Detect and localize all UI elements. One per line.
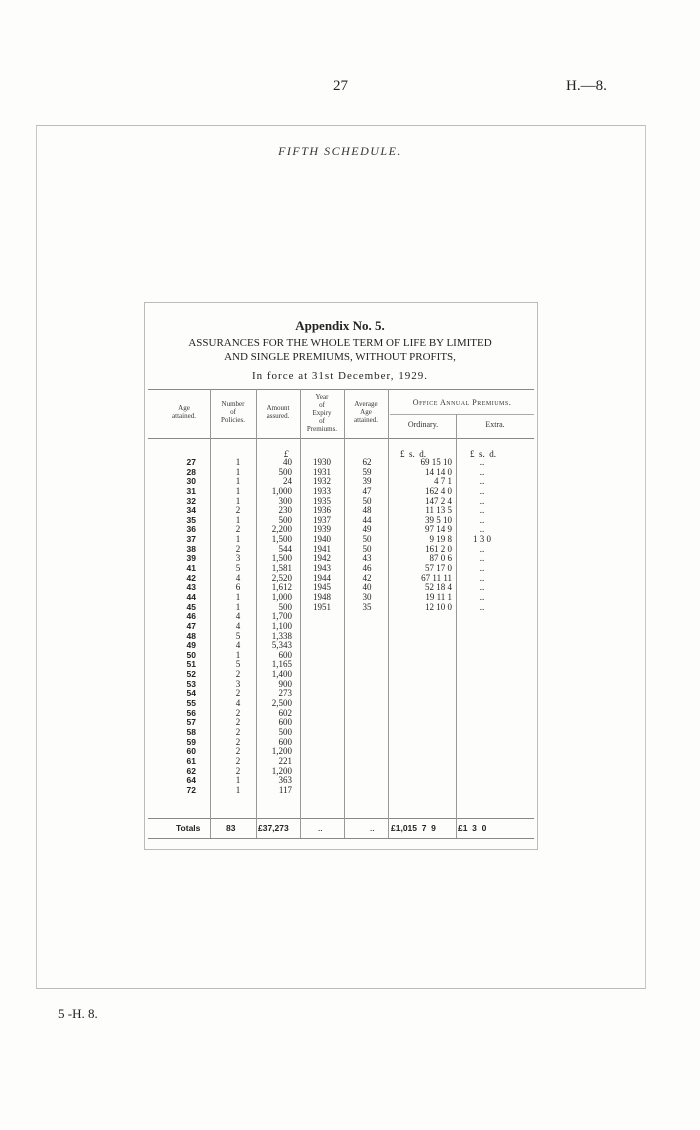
amount-cell: 363 — [278, 775, 292, 786]
average-age-cell: 59 — [362, 466, 372, 477]
policies-column — [228, 458, 248, 795]
header-top-rule — [148, 389, 534, 390]
average-age-cell: 46 — [362, 563, 372, 574]
age-cell: 62 — [186, 765, 196, 776]
extra-premium-cell: .. — [479, 476, 485, 487]
year-cell: 1939 — [313, 524, 331, 535]
ordinary-premium-cell: 97 14 9 — [425, 524, 452, 535]
age-cell: 56 — [186, 707, 196, 718]
amount-cell: 900 — [278, 678, 292, 689]
amount-cell: 1,338 — [271, 630, 292, 641]
extra-premium-cell: .. — [479, 591, 485, 602]
totals-policies: 83 — [226, 823, 236, 833]
amount-cell: 2,500 — [271, 698, 292, 709]
extra-premium-cell: .. — [479, 543, 485, 554]
amount-cell: 1,400 — [271, 669, 292, 680]
average-age-cell: 44 — [362, 514, 372, 525]
extra-premium-cell: .. — [479, 485, 485, 496]
average-age-cell: 39 — [362, 476, 372, 487]
ordinary-premium-cell: 4 7 1 — [434, 476, 452, 487]
header-year: Year of Expiry of Premiums. — [306, 393, 338, 433]
age-cell: 44 — [186, 591, 196, 602]
age-cell: 47 — [186, 620, 196, 631]
ordinary-unit: £ s. d. — [400, 449, 427, 459]
year-cell: 1944 — [313, 572, 331, 583]
age-cell: 50 — [186, 649, 196, 660]
average-age-cell: 43 — [362, 553, 372, 564]
amount-cell: 1,000 — [271, 591, 292, 602]
policies-cell: 1 — [235, 466, 241, 477]
age-cell: 45 — [186, 601, 196, 612]
appendix-heading — [144, 336, 536, 364]
policies-cell: 3 — [235, 678, 241, 689]
amount-unit: £ — [284, 449, 289, 459]
extra-premium-cell: .. — [479, 572, 485, 583]
age-cell: 49 — [186, 640, 196, 651]
year-cell: 1943 — [313, 563, 331, 574]
age-cell: 52 — [186, 669, 196, 680]
policies-cell: 1 — [235, 775, 241, 786]
header-policies: Number of Policies. — [221, 400, 245, 424]
average-age-column — [356, 458, 378, 612]
policies-cell: 6 — [235, 582, 241, 593]
col-divider-4 — [344, 389, 345, 838]
average-age-cell: 49 — [362, 524, 372, 535]
policies-cell: 4 — [235, 611, 241, 622]
age-cell: 57 — [186, 717, 196, 728]
year-cell: 1933 — [313, 485, 331, 496]
footer-code: 5 -H. 8. — [58, 1006, 98, 1021]
ordinary-premium-cell: 67 11 11 — [421, 572, 452, 583]
ordinary-premium-cell: 39 5 10 — [425, 514, 452, 525]
ordinary-premium-cell: 87 0 6 — [429, 553, 452, 564]
policies-cell: 1 — [235, 784, 241, 795]
age-column — [168, 458, 196, 795]
age-cell: 53 — [186, 678, 196, 689]
average-age-cell: 47 — [362, 485, 372, 496]
year-cell: 1941 — [313, 543, 331, 554]
year-cell: 1951 — [313, 601, 331, 612]
age-cell: 35 — [186, 514, 196, 525]
page-code: H.—8. — [566, 78, 607, 94]
schedule-title: FIFTH SCHEDULE. — [278, 144, 402, 158]
ordinary-premium-cell: 14 14 0 — [425, 466, 452, 477]
policies-cell: 1 — [235, 591, 241, 602]
extra-premium-cell: .. — [479, 505, 485, 516]
amount-cell: 2,520 — [271, 572, 292, 583]
ordinary-premium-cell: 9 19 8 — [429, 534, 452, 545]
amount-cell: 40 — [283, 457, 292, 467]
ordinary-premium-cell: 52 18 4 — [425, 582, 452, 593]
policies-cell: 3 — [235, 553, 241, 564]
appendix-title: Appendix No. 5. — [295, 318, 385, 333]
col-divider-5 — [388, 389, 389, 838]
header-age: Age attained. — [172, 404, 196, 420]
year-column — [306, 458, 338, 612]
ordinary-premium-cell: 162 4 0 — [425, 485, 452, 496]
policies-cell: 4 — [235, 640, 241, 651]
extra-premium-cell: .. — [479, 466, 485, 477]
amount-cell: 1,100 — [271, 620, 292, 631]
header-ordinary: Ordinary. — [407, 420, 439, 429]
age-cell: 72 — [186, 784, 196, 795]
year-cell: 1936 — [313, 505, 331, 516]
amount-cell: 500 — [278, 514, 292, 525]
amount-cell: 600 — [278, 649, 292, 660]
age-cell: 30 — [186, 476, 196, 487]
average-age-cell: 40 — [362, 582, 372, 593]
policies-cell: 2 — [235, 505, 241, 516]
policies-cell: 4 — [235, 620, 241, 631]
col-divider-3 — [300, 389, 301, 838]
premiums-rule — [390, 414, 534, 415]
age-cell: 37 — [186, 534, 196, 545]
policies-cell: 2 — [235, 755, 241, 766]
amount-cell: 1,200 — [271, 765, 292, 776]
policies-cell: 2 — [235, 669, 241, 680]
appendix-subheading: In force at 31st December, 1929. — [251, 370, 429, 382]
age-cell: 32 — [186, 495, 196, 506]
extra-premium-cell: .. — [479, 495, 485, 506]
average-age-cell: 48 — [362, 505, 372, 516]
policies-cell: 5 — [235, 563, 241, 574]
amount-cell: 24 — [283, 476, 292, 487]
extra-premium-cell: .. — [479, 582, 485, 593]
amount-cell: 602 — [278, 707, 292, 718]
age-cell: 41 — [186, 563, 196, 574]
extra-premium-cell: .. — [479, 563, 485, 574]
policies-cell: 1 — [235, 649, 241, 660]
extra-premium-cell: .. — [479, 553, 485, 564]
year-cell: 1932 — [313, 476, 331, 487]
age-cell: 36 — [186, 524, 196, 535]
ordinary-column — [392, 458, 452, 612]
amount-cell: 544 — [278, 543, 292, 554]
policies-cell: 2 — [235, 543, 241, 554]
col-divider-2 — [256, 389, 257, 838]
policies-cell: 1 — [235, 495, 241, 506]
extra-premium-cell: .. — [479, 514, 485, 525]
average-age-cell: 42 — [362, 572, 372, 583]
age-cell: 60 — [186, 746, 196, 757]
policies-cell: 5 — [235, 630, 241, 641]
heading-line-2: AND SINGLE PREMIUMS, WITHOUT PROFITS, — [224, 351, 456, 363]
policies-cell: 2 — [235, 688, 241, 699]
age-cell: 31 — [186, 485, 196, 496]
policies-cell: 5 — [235, 659, 241, 670]
amount-cell: 500 — [278, 466, 292, 477]
age-cell: 39 — [186, 553, 196, 564]
policies-cell: 2 — [235, 746, 241, 757]
col-divider-1 — [210, 389, 211, 838]
age-cell: 28 — [186, 466, 196, 477]
year-cell: 1948 — [313, 591, 331, 602]
header-extra: Extra. — [485, 420, 505, 429]
header-office-premiums: Office Annual Premiums. — [412, 398, 512, 407]
amount-cell: 600 — [278, 717, 292, 728]
year-cell: 1930 — [313, 457, 331, 467]
age-cell: 54 — [186, 688, 196, 699]
age-cell: 58 — [186, 726, 196, 737]
amount-cell: 500 — [278, 601, 292, 612]
age-cell: 55 — [186, 698, 196, 709]
age-cell: 51 — [186, 659, 196, 670]
policies-cell: 2 — [235, 765, 241, 776]
policies-cell: 1 — [235, 514, 241, 525]
amount-cell: 1,500 — [271, 534, 292, 545]
policies-cell: 2 — [235, 717, 241, 728]
amount-cell: 300 — [278, 495, 292, 506]
age-cell: 27 — [186, 457, 196, 467]
amount-cell: 1,000 — [271, 485, 292, 496]
policies-cell: 2 — [235, 707, 241, 718]
ordinary-premium-cell: 57 17 0 — [425, 563, 452, 574]
year-cell: 1931 — [313, 466, 331, 477]
policies-cell: 2 — [235, 736, 241, 747]
average-age-cell: 50 — [362, 534, 372, 545]
policies-cell: 2 — [235, 726, 241, 737]
average-age-cell: 35 — [362, 601, 372, 612]
totals-year: .. — [318, 823, 323, 833]
totals-bottom-rule — [148, 838, 534, 839]
age-cell: 46 — [186, 611, 196, 622]
age-cell: 42 — [186, 572, 196, 583]
totals-average-age: .. — [370, 823, 375, 833]
extra-premium-cell: .. — [479, 601, 485, 612]
col-divider-6 — [456, 414, 457, 838]
year-cell: 1935 — [313, 495, 331, 506]
ordinary-premium-cell: 161 2 0 — [425, 543, 452, 554]
amount-cell: 1,165 — [271, 659, 292, 670]
policies-cell: 1 — [235, 476, 241, 487]
average-age-cell: 50 — [362, 543, 372, 554]
amount-cell: 600 — [278, 736, 292, 747]
age-cell: 64 — [186, 775, 196, 786]
extra-unit: £ s. d. — [470, 449, 497, 459]
header-amount: Amount assured. — [266, 404, 290, 420]
header-bottom-rule — [148, 438, 534, 439]
amount-column — [258, 458, 292, 795]
age-cell: 38 — [186, 543, 196, 554]
ordinary-premium-cell: 147 2 4 — [425, 495, 452, 506]
year-cell: 1945 — [313, 582, 331, 593]
ordinary-premium-cell: 12 10 0 — [425, 601, 452, 612]
amount-cell: 273 — [278, 688, 292, 699]
amount-cell: 221 — [278, 755, 292, 766]
amount-cell: 5,343 — [271, 640, 292, 651]
amount-cell: 230 — [278, 505, 292, 516]
ordinary-premium-cell: 69 15 10 — [420, 457, 452, 467]
policies-cell: 1 — [235, 534, 241, 545]
extra-premium-cell: 1 3 0 — [473, 534, 491, 545]
heading-line-1: ASSURANCES FOR THE WHOLE TERM OF LIFE BY LIMITED — [188, 337, 492, 349]
extra-premium-cell: .. — [479, 524, 485, 535]
average-age-cell: 62 — [362, 457, 372, 467]
ordinary-premium-cell: 19 11 1 — [425, 591, 452, 602]
amount-cell: 1,581 — [271, 563, 292, 574]
amount-cell: 1,700 — [271, 611, 292, 622]
totals-top-rule — [148, 818, 534, 819]
year-cell: 1942 — [313, 553, 331, 564]
year-cell: 1937 — [313, 514, 331, 525]
policies-cell: 1 — [235, 601, 241, 612]
page-number: 27 — [333, 78, 348, 94]
ordinary-premium-cell: 11 13 5 — [425, 505, 452, 516]
policies-cell: 1 — [235, 457, 241, 467]
amount-cell: 1,500 — [271, 553, 292, 564]
totals-amount: £37,273 — [258, 823, 289, 833]
extra-premium-cell: .. — [479, 457, 485, 467]
totals-ordinary: £1,015 7 9 — [391, 823, 436, 833]
policies-cell: 4 — [235, 572, 241, 583]
policies-cell: 4 — [235, 698, 241, 709]
age-cell: 34 — [186, 505, 196, 516]
header-average-age: Average Age attained. — [354, 400, 378, 424]
average-age-cell: 30 — [362, 591, 372, 602]
amount-cell: 2,200 — [271, 524, 292, 535]
amount-cell: 117 — [278, 784, 292, 795]
year-cell: 1940 — [313, 534, 331, 545]
age-cell: 59 — [186, 736, 196, 747]
amount-cell: 1,612 — [271, 582, 292, 593]
age-cell: 61 — [186, 755, 196, 766]
age-cell: 43 — [186, 582, 196, 593]
amount-cell: 500 — [278, 726, 292, 737]
policies-cell: 2 — [235, 524, 241, 535]
amount-cell: 1,200 — [271, 746, 292, 757]
policies-cell: 1 — [235, 485, 241, 496]
totals-extra: £1 3 0 — [458, 823, 487, 833]
average-age-cell: 50 — [362, 495, 372, 506]
extra-column — [460, 458, 504, 612]
totals-label: Totals — [176, 823, 201, 833]
age-cell: 48 — [186, 630, 196, 641]
